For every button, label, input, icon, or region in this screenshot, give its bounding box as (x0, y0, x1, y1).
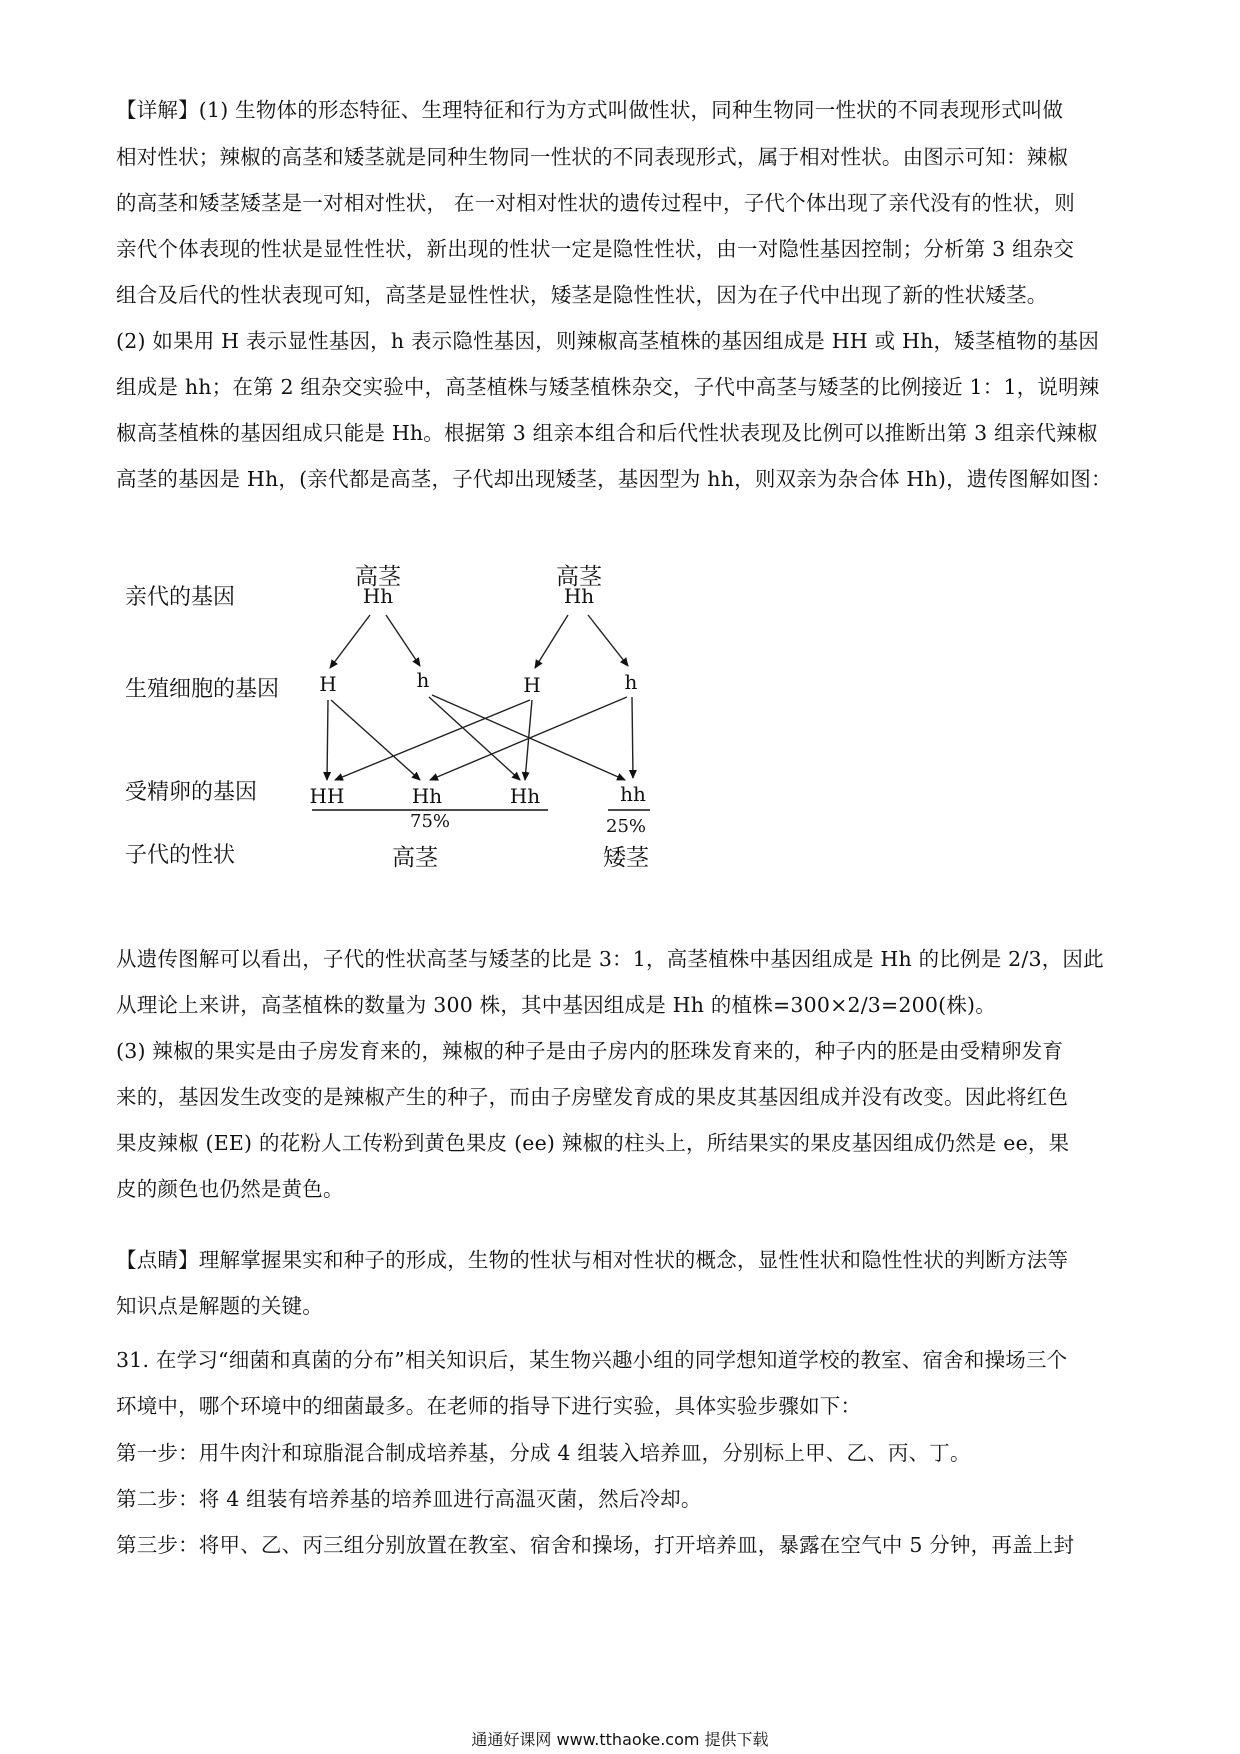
zygote-4: hh (620, 782, 646, 806)
zygote-3: Hh (509, 784, 541, 808)
parent2-trait: 高茎 (556, 564, 602, 590)
text-line-21: 第二步：将 4 组装有培养基的培养皿进行高温灭菌，然后冷却。 (116, 1487, 702, 1511)
arrow-p1-gh (386, 615, 420, 666)
parent1-trait: 高茎 (355, 564, 401, 590)
text-line-17: 知识点是解题的关键。 (116, 1294, 323, 1318)
arrow-h2-hh (632, 697, 633, 778)
text-line-22: 第三步：将甲、乙、丙三组分别放置在教室、宿舍和操场，打开培养皿，暴露在空气中 5 分钟，再盖上封 (116, 1533, 1075, 1557)
gamete-1: H (319, 672, 337, 696)
arrow-H1-Hh (331, 700, 420, 780)
text-line-14: 果皮辣椒 (EE) 的花粉人工传粉到黄色果皮 (ee) 辣椒的柱头上，所结果实的果皮基因组成仍然是 ee，果 (116, 1131, 1070, 1155)
text-line-19: 环境中，哪个环境中的细菌最多。在老师的指导下进行实验，具体实验步骤如下： (116, 1394, 862, 1418)
text-line-8: 椒高茎植株的基因组成只能是 Hh。根据第 3 组亲本组合和后代性状表现及比例可以推断出第 3 组亲代辣椒 (116, 421, 1098, 445)
text-line-7: 组成是 hh；在第 2 组杂交实验中，高茎植株与矮茎植株杂交，子代中高茎与矮茎的比例接近 1：1，说明辣 (116, 375, 1100, 399)
text-line-5: 组合及后代的性状表现可知，高茎是显性性状，矮茎是隐性性状，因为在子代中出现了新的性状矮茎。 (116, 283, 1048, 307)
short-trait: 矮茎 (603, 845, 649, 871)
text-line-1: 【详解】(1) 生物体的形态特征、生理特征和行为方式叫做性状，同种生物同一性状的不同表现形式叫做 (116, 98, 1064, 122)
text-line-18: 31. 在学习“细菌和真菌的分布”相关知识后，某生物兴趣小组的同学想知道学校的教室、宿舍和操场三个 (116, 1348, 1068, 1372)
page-footer: 通通好课网 www.tthaoke.com 提供下载 (471, 1730, 769, 1749)
label-offspring-traits: 子代的性状 (125, 843, 236, 868)
text-line-4: 亲代个体表现的性状是显性性状，新出现的性状一定是隐性性状，由一对隐性基因控制；分析第 3 组杂交 (116, 237, 1075, 261)
label-parent-genes: 亲代的基因 (125, 585, 236, 610)
gamete-3: H (523, 673, 541, 697)
text-line-3: 的高茎和矮茎矮茎是一对相对性状， 在一对相对性状的遗传过程中，子代个体出现了亲代没有的性状，则 (116, 191, 1075, 215)
arrow-H2-HH (335, 700, 530, 780)
tall-percent: 75% (409, 811, 451, 832)
parent1-genotype: Hh (362, 584, 394, 608)
label-zygote-genes: 受精卵的基因 (125, 780, 258, 805)
text-line-11: 从理论上来讲，高茎植株的数量为 300 株，其中基因组成是 Hh 的植株=300×2/3=200(株)。 (116, 993, 996, 1017)
text-line-20: 第一步：用牛肉汁和琼脂混合制成培养基，分成 4 组装入培养皿，分别标上甲、乙、丙、丁。 (116, 1441, 971, 1465)
text-line-2: 相对性状；辣椒的高茎和矮茎就是同种生物同一性状的不同表现形式，属于相对性状。由图示可知：辣椒 (116, 145, 1069, 169)
arrow-p2-gH (535, 615, 568, 668)
arrow-p2-gh (588, 615, 628, 666)
text-line-16: 【点睛】理解掌握果实和种子的形成，生物的性状与相对性状的概念，显性性状和隐性性状的判断方法等 (116, 1248, 1069, 1272)
text-line-13: 来的，基因发生改变的是辣椒产生的种子，而由子房壁发育成的果皮其基因组成并没有改变。因此将红色 (116, 1085, 1069, 1109)
gamete-2: h (416, 668, 430, 692)
short-percent: 25% (605, 816, 647, 837)
text-line-10: 从遗传图解可以看出，子代的性状高茎与矮茎的比是 3：1，高茎植株中基因组成是 Hh 的比例是 2/3，因此 (116, 947, 1104, 971)
zygote-2: Hh (411, 784, 443, 808)
tall-trait: 高茎 (392, 845, 438, 871)
text-line-12: (3) 辣椒的果实是由子房发育来的，辣椒的种子是由子房内的胚珠发育来的，种子内的胚是由受精卵发育 (116, 1039, 1064, 1063)
parent2-genotype: Hh (563, 584, 595, 608)
text-line-6: (2) 如果用 H 表示显性基因，h 表示隐性基因，则辣椒高茎植株的基因组成是 HH 或 Hh，矮茎植物的基因 (116, 329, 1100, 353)
text-line-9: 高茎的基因是 Hh，(亲代都是高茎，子代却出现矮茎，基因型为 hh，则双亲为杂合体 Hh)，遗传图解如图： (116, 467, 1112, 491)
arrow-H1-HH (327, 700, 328, 780)
zygote-1: HH (309, 784, 345, 808)
text-line-15: 皮的颜色也仍然是黄色。 (116, 1177, 344, 1201)
label-gamete-genes: 生殖细胞的基因 (125, 677, 280, 702)
gamete-4: h (624, 670, 638, 694)
arrow-p1-gH (330, 615, 370, 668)
